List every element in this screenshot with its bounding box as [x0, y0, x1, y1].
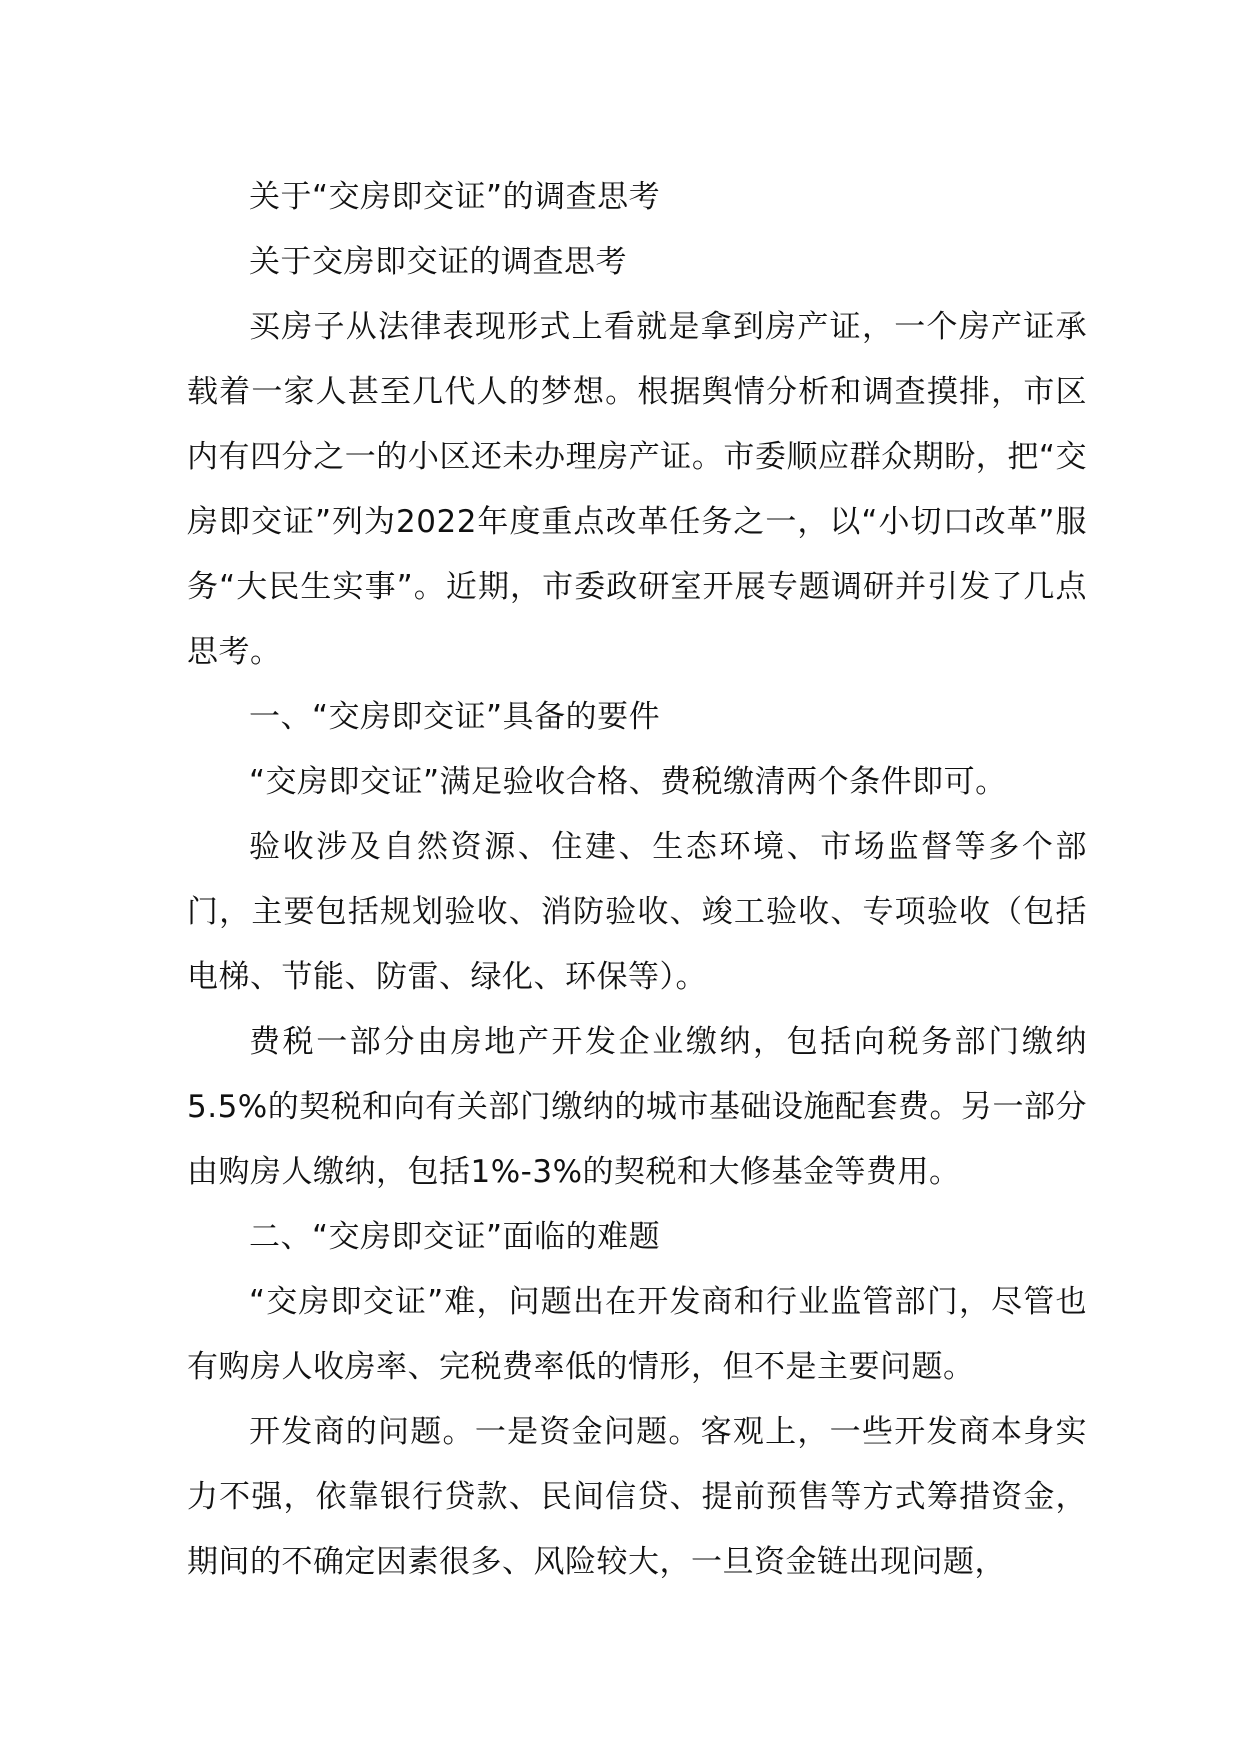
document-body — [187, 165, 1087, 1595]
paragraph-developer-issues: 开发商的问题。一是资金问题。客观上，一些开发商本身实力不强，依靠银行贷款、民间信贷、提前预售等方式筹措资金，期间的不确定因素很多、风险较大，一旦资金链出现问题， — [187, 1414, 1087, 1580]
paragraph-taxes: 费税一部分由房地产开发企业缴纳，包括向税务部门缴纳5.5%的契税和向有关部门缴纳的城市基础设施配套费。另一部分由购房人缴纳，包括1%-3%的契税和大修基金等费用。 — [187, 1024, 1087, 1190]
paragraph-requirements: “交房即交证”满足验收合格、费税缴清两个条件即可。 — [249, 764, 1007, 800]
document-subtitle: 关于交房即交证的调查思考 — [249, 244, 627, 280]
document-title: 关于“交房即交证”的调查思考 — [249, 179, 661, 215]
section-heading-1: 一、“交房即交证”具备的要件 — [249, 699, 661, 735]
paragraph-difficulty: “交房即交证”难，问题出在开发商和行业监管部门，尽管也有购房人收房率、完税费率低的情形，但不是主要问题。 — [187, 1284, 1087, 1385]
paragraph-intro: 买房子从法律表现形式上看就是拿到房产证，一个房产证承载着一家人甚至几代人的梦想。根据舆情分析和调查摸排，市区内有四分之一的小区还未办理房产证。市委顺应群众期盼，把“交房即交证”列为2022年度重点改革任务之一，以“小切口改革”服务“大民生实事”。近期，市委政研室开展专题调研并引发了几点思考。 — [187, 309, 1087, 670]
paragraph-acceptance: 验收涉及自然资源、住建、生态环境、市场监督等多个部门，主要包括规划验收、消防验收、竣工验收、专项验收（包括电梯、节能、防雷、绿化、环保等）。 — [187, 829, 1087, 995]
section-heading-2: 二、“交房即交证”面临的难题 — [249, 1219, 661, 1255]
